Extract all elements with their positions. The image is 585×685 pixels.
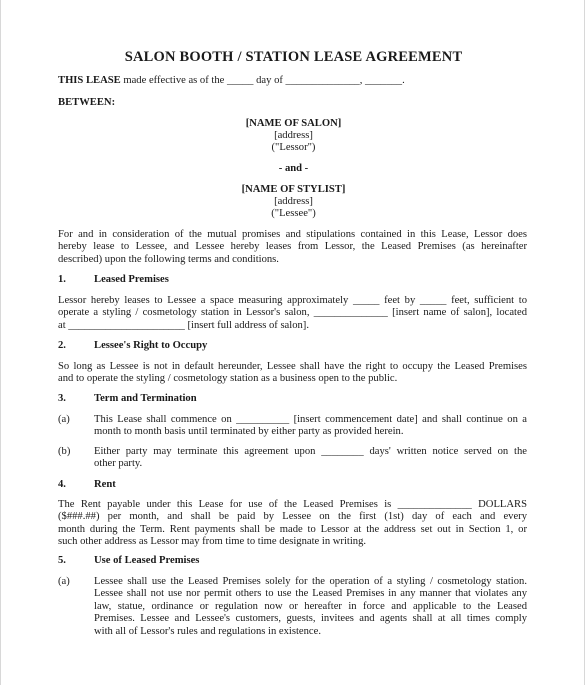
- consideration-paragraph: [58, 229, 527, 266]
- lessor-role: ("Lessor"): [271, 142, 316, 153]
- section-4-line: The Rent payable under this Lease for use of the Leased Premises is ______________ DOLLARS: [58, 499, 527, 510]
- section-2-line: So long as Lessee is not in default hereunder, Lessee shall have the right to occupy the Leased Premises: [58, 361, 527, 372]
- section-2-paragraph: [58, 361, 527, 386]
- section-3b-label: (b): [58, 446, 71, 457]
- section-5a-line: Lessee shall not use nor permit others to use the Leased Premises in any manner that violates any: [94, 588, 527, 600]
- section-1-paragraph: [58, 295, 527, 332]
- section-1-line: Lessor hereby leases to Lessee a space measuring approximately _____ feet by _____ feet, sufficient to: [58, 295, 527, 306]
- section-5a-paragraph: [94, 576, 527, 638]
- section-3b-line: Either party may terminate this agreement upon ________ days' written notice served on the: [94, 446, 527, 457]
- section-1-number: 1.: [58, 274, 66, 285]
- section-4-paragraph: [58, 499, 527, 549]
- section-3b-paragraph: [94, 446, 527, 471]
- section-3-heading: Term and Termination: [94, 393, 197, 404]
- section-3a-label: (a): [58, 414, 70, 425]
- section-5a-line: Lessee shall use the Leased Premises solely for the operation of a styling / cosmetology station.: [94, 576, 527, 587]
- section-5a-label: (a): [58, 576, 70, 587]
- section-5-heading: Use of Leased Premises: [94, 555, 200, 566]
- lease-intro-text: made effective as of the _____ day of ______________, _______.: [120, 75, 405, 86]
- section-3-number: 3.: [58, 393, 66, 404]
- section-5a-line: law, statue, ordinance or regulation now or hereafter in force and applicable to the Leased: [94, 600, 527, 612]
- section-4-heading: Rent: [94, 479, 116, 490]
- section-2-number: 2.: [58, 340, 66, 351]
- section-3b-line: other party.: [94, 458, 143, 470]
- section-4-number: 4.: [58, 479, 66, 490]
- section-5-number: 5.: [58, 555, 66, 566]
- section-1-line: at ______________________ [insert full address of salon].: [58, 319, 309, 331]
- section-5a-line: with all of Lessor's rules and regulations in existence.: [94, 625, 321, 637]
- lessee-role: ("Lessee"): [271, 208, 316, 219]
- lease-intro-bold: THIS LEASE: [58, 75, 121, 86]
- and-separator: - and -: [278, 163, 309, 174]
- lessee-address: [address]: [274, 196, 313, 207]
- section-3a-paragraph: [94, 414, 527, 439]
- lessor-address: [address]: [274, 130, 313, 141]
- document-title: SALON BOOTH / STATION LEASE AGREEMENT: [124, 49, 463, 65]
- lease-intro-line: [58, 75, 405, 87]
- section-1-line: operate a styling / cosmetology station in Lessor's salon, ______________ [insert name of salon], located: [58, 307, 527, 319]
- section-1-heading: Leased Premises: [94, 274, 169, 285]
- section-2-line: and to operate the styling / cosmetology station as a business open to the public.: [58, 373, 398, 385]
- consideration-line: hereby lease to Lessee, and Lessee hereby leases from Lessor, the Leased Premises (as hereinafter: [58, 241, 527, 253]
- section-4-line: such other address as Lessor may from time to time designate in writing.: [58, 536, 367, 548]
- section-3a-line: This Lease shall commence on __________ [insert commencement date] and shall continue on a: [94, 414, 527, 425]
- consideration-line: For and in consideration of the mutual promises and stipulations contained in this Lease, Lessor does: [58, 229, 527, 240]
- section-4-line: month during the Term. Rent payments shall be made to Lessor at the address set out in Section 1, or: [58, 523, 527, 535]
- section-4-line: ($###.##) per month, and shall be paid by Lessee on the first (1st) day of each and every: [58, 511, 527, 523]
- between-label: BETWEEN:: [58, 97, 116, 108]
- consideration-line: described) upon the following terms and conditions.: [58, 253, 279, 265]
- section-5a-line: Premises. Lessee and Lessee's customers, guests, invitees and agents shall at all times comply: [94, 613, 527, 625]
- lessee-name: [NAME OF STYLIST]: [241, 184, 346, 195]
- lessor-name: [NAME OF SALON]: [245, 118, 342, 129]
- section-3a-line: month to month basis until terminated by either party as provided herein.: [94, 426, 404, 438]
- section-2-heading: Lessee's Right to Occupy: [94, 340, 208, 351]
